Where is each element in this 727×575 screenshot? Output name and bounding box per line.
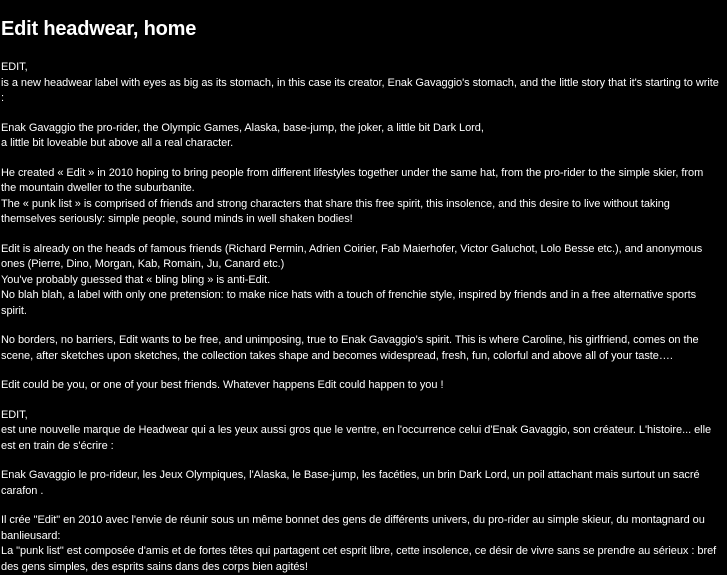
- article-paragraph: [1, 166, 721, 228]
- page-title: Edit headwear, home: [1, 18, 197, 40]
- paragraph-line: EDIT,: [1, 408, 28, 421]
- article-paragraph: [1, 408, 721, 455]
- article-paragraph: [1, 378, 721, 394]
- paragraph-line: Enak Gavaggio le pro-rideur, les Jeux Olympiques, l'Alaska, le Base-jump, les facéties, un brin Dark Lord, un poil attachant mais surtout un sacré carafon .: [1, 469, 700, 497]
- article-paragraph: [1, 468, 721, 499]
- paragraph-line: EDIT,: [1, 61, 28, 73]
- article-paragraph: [1, 242, 721, 320]
- paragraph-line: Edit could be you, or one of your best friends. Whatever happens Edit could happen to you !: [1, 379, 444, 391]
- paragraph-line: You've probably guessed that « bling bling » is anti-Edit.: [1, 273, 271, 286]
- paragraph-line: est une nouvelle marque de Headwear qui a les yeux aussi gros que le ventre, en l'occurrence celui d'Enak Gavaggio, son créateur. L'histoire... elle est en train de s'écrire :: [1, 424, 712, 452]
- page: [0, 17, 727, 573]
- article-paragraph: [1, 121, 721, 152]
- paragraph-line: The « punk list » is comprised of friends and strong characters that share this free spirit, this insolence, and this desire to live without taking themselves seriously: simple people, sound minds in well shaken bodies!: [1, 197, 670, 225]
- paragraph-line: is a new headwear label with eyes as big as its stomach, in this case its creator, Enak Gavaggio's stomach, and the little story that it's starting to write :: [1, 76, 719, 104]
- paragraph-line: La "punk list" est composée d'amis et de fortes têtes qui partagent cet esprit libre, cette insolence, ce désir de vivre sans se prendre au sérieux : bref des gens simples, des esprits sains dans des corps bien agités!: [1, 545, 717, 573]
- paragraph-line: He created « Edit » in 2010 hoping to bring people from different lifestyles together under the same hat, from the pro-rider to the simple skier, from the mountain dweller to the suburbanite.: [1, 166, 704, 194]
- paragraph-line: Il crée "Edit" en 2010 avec l'envie de réunir sous un même bonnet des gens de différents univers, du pro-rider au simple skieur, du montagnard ou banlieusard:: [1, 514, 705, 542]
- paragraph-line: Edit is already on the heads of famous friends (Richard Permin, Adrien Coirier, Fab Maierhofer, Victor Galuchot, Lolo Besse etc.), and anonymous ones (Pierre, Dino, Morgan, Kab, Romain, Ju, Canard etc.): [1, 242, 703, 270]
- article-paragraph: [1, 60, 721, 107]
- article-body: [1, 60, 721, 575]
- paragraph-line: No blah blah, a label with only one pretension: to make nice hats with a touch of frenchie style, inspired by friends and in a free alternative sports spirit.: [1, 289, 697, 317]
- paragraph-line: a little bit loveable but above all a real character.: [1, 137, 234, 149]
- article-paragraph: [1, 333, 721, 364]
- paragraph-line: Enak Gavaggio the pro-rider, the Olympic Games, Alaska, base-jump, the joker, a little bit Dark Lord,: [1, 121, 484, 134]
- article-paragraph: [1, 513, 721, 575]
- paragraph-line: No borders, no barriers, Edit wants to be free, and unimposing, true to Enak Gavaggio's spirit. This is where Caroline, his girlfriend, comes on the scene, after sketches upon sketches, the collection takes shape and becomes widespread, fresh, fun, colorful and above all of your taste….: [1, 334, 699, 362]
